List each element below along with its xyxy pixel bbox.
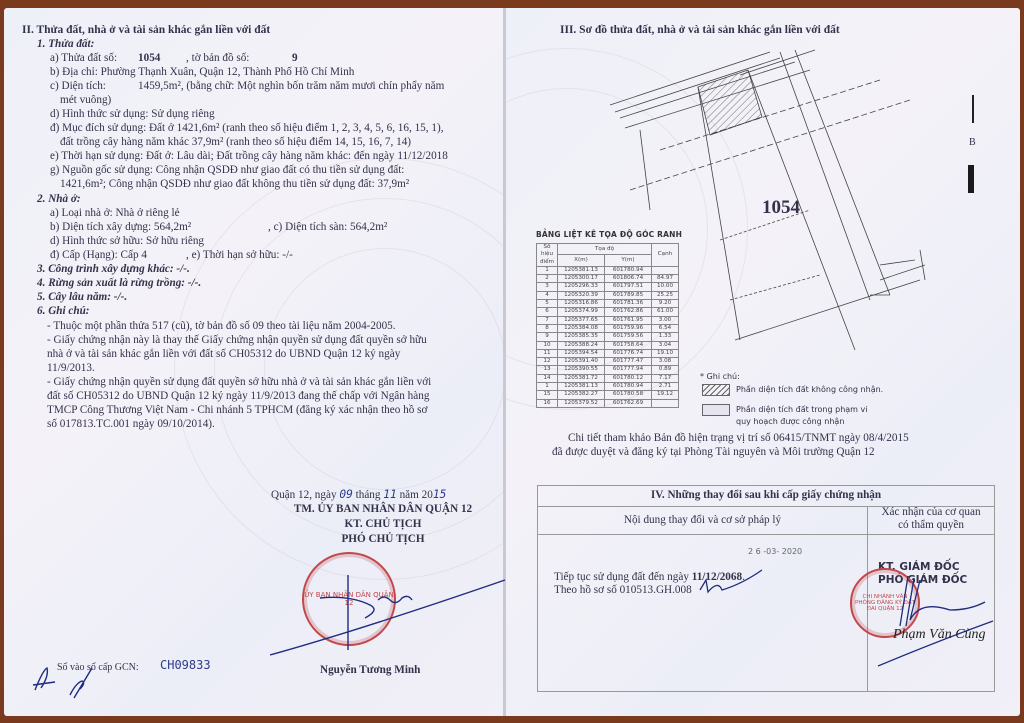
legend-heading: * Ghi chú: (700, 372, 740, 381)
authority-line-1: TM. ỦY BAN NHÂN DÂN QUẬN 12 (293, 503, 473, 515)
coord-table-row (537, 399, 679, 407)
coord-cell-y: 601762.86 (605, 308, 652, 316)
coord-cell-p: 16 (537, 399, 558, 407)
area-label: c) Diện tích: (50, 80, 106, 92)
coord-table-row (537, 391, 679, 399)
coord-cell-p: 3 (537, 283, 558, 291)
signature-scribble (270, 560, 510, 660)
land-heading: 1. Thửa đất: (37, 38, 95, 50)
parcel-number: 1054 (138, 52, 161, 64)
coord-cell-y: 601780.12 (605, 374, 652, 382)
section-ii-title: II. Thửa đất, nhà ở và tài sản khác gắn liền với đất (22, 24, 271, 36)
note-line: đất số CH05312 do UBND Quận 12 ký ngày 11/9/2013 đang thế chấp với Ngân hàng (47, 390, 430, 402)
coord-cell-e: 10.00 (652, 283, 679, 291)
coord-cell-x: 1205377.65 (558, 316, 605, 324)
map-sheet-label: , tờ bản đồ số: (186, 52, 250, 64)
legend-item-planning: Phần diện tích đất trong phạm vi (736, 405, 868, 414)
initials-scribble (30, 660, 100, 700)
date-year: 15 (432, 488, 447, 501)
change-initials-scribble (698, 568, 768, 598)
stamp-text: ỦY BAN NHÂN DÂN QUẬN 12 (304, 591, 394, 607)
changes-title: IV. Những thay đổi sau khi cấp giấy chứng nhận (650, 489, 882, 501)
coord-cell-p: 1 (537, 383, 558, 391)
coord-cell-e: 3.04 (652, 341, 679, 349)
coord-cell-y: 601797.51 (605, 283, 652, 291)
coord-cell-y: 601761.95 (605, 316, 652, 324)
registry-number: CH09833 (160, 658, 211, 672)
coord-cell-p: 9 (537, 333, 558, 341)
coord-cell-x: 1205381.13 (558, 266, 605, 274)
coord-cell-x: 1205316.86 (558, 300, 605, 308)
coord-cell-e: 3.00 (652, 316, 679, 324)
map-sheet-number: 9 (292, 52, 298, 64)
coord-cell-e (652, 399, 679, 407)
note-line: số 017813.TC.001 ngày 09/10/2014). (47, 418, 215, 430)
usage-form: d) Hình thức sử dụng: Sử dụng riêng (50, 108, 215, 120)
confirm-title-1: KT. GIÁM ĐỐC (878, 561, 960, 573)
coord-cell-x: 1205381.72 (558, 374, 605, 382)
registry-label: Số vào sổ cấp GCN: (57, 662, 139, 673)
coord-cell-x: 1205391.40 (558, 358, 605, 366)
purpose-line-1: đ) Mục đích sử dụng: Đất ở 1421,6m² (ranh theo số hiệu điểm 1, 2, 3, 4, 5, 6, 16, 15, 1), (50, 122, 444, 134)
coord-cell-p: 7 (537, 316, 558, 324)
coord-cell-p: 8 (537, 324, 558, 332)
watermark-ring (264, 248, 504, 490)
confirm-title-2: PHÓ GIÁM ĐỐC (878, 574, 968, 586)
coord-cell-x: 1205385.35 (558, 333, 605, 341)
coord-cell-e: 9.20 (652, 300, 679, 308)
coord-table-row (537, 358, 679, 366)
coord-cell-p: 14 (537, 374, 558, 382)
coord-cell-x: 1205382.27 (558, 391, 605, 399)
note-line: 11/9/2013. (47, 362, 95, 374)
house-heading: 2. Nhà ở: (37, 193, 81, 205)
reference-line-2: đã được duyệt và đăng ký tại Phòng Tài nguyên và Môi trường Quận 12 (552, 446, 875, 458)
scale-bar-icon (968, 165, 974, 193)
authority-line-3: PHÓ CHỦ TỊCH (341, 533, 425, 545)
north-label: B (969, 137, 976, 148)
area-value: 1459,5m², (bằng chữ: Một nghìn bốn trăm năm mươi chín phẩy năm (138, 80, 445, 92)
signer-name: Nguyễn Tương Minh (320, 664, 421, 676)
coord-cell-x: 1205374.99 (558, 308, 605, 316)
coord-cell-p: 6 (537, 308, 558, 316)
note-line: - Giấy chứng nhận này là thay thế Giấy chứng nhận quyền sử dụng đất quyền sở hữu (47, 334, 427, 346)
origin-line-2: 1421,6m²; Công nhận QSDĐ như giao đất không thu tiền sử dụng đất: 37,9m² (60, 178, 410, 190)
coord-cell-y: 601806.74 (605, 275, 652, 283)
house-grade: đ) Cấp (Hạng): Cấp 4 (50, 249, 147, 261)
coord-cell-x: 1205384.08 (558, 324, 605, 332)
coord-table-row (537, 266, 679, 274)
ownership-term: , e) Thời hạn sở hữu: -/- (186, 249, 293, 261)
address: b) Địa chỉ: Phường Thạnh Xuân, Quận 12, Thành Phố Hồ Chí Minh (50, 66, 355, 78)
authority-line-2: KT. CHỦ TỊCH (344, 518, 422, 530)
coord-cell-e: 6.54 (652, 324, 679, 332)
coord-cell-x: 1205320.39 (558, 291, 605, 299)
note-line: - Thuộc một phần thửa 517 (cũ), tờ bản đồ số 09 theo tài liệu năm 2004-2005. (47, 320, 396, 332)
coord-cell-x: 1205388.24 (558, 341, 605, 349)
issue-date (271, 488, 446, 503)
change-entry-prefix: Tiếp tục sử dụng đất đến ngày (554, 571, 692, 583)
coord-cell-e: 25.25 (652, 291, 679, 299)
change-date-stamp: 2 6 -03- 2020 (748, 547, 803, 556)
house-type: a) Loại nhà ở: Nhà ở riêng lẻ (50, 207, 180, 219)
coord-cell-e: 2.71 (652, 383, 679, 391)
coord-cell-p: 5 (537, 300, 558, 308)
changes-col-content: Nội dung thay đổi và cơ sở pháp lý (623, 514, 782, 526)
coord-table-row (537, 333, 679, 341)
coord-cell-e: 19.10 (652, 349, 679, 357)
other-construction: 3. Công trình xây dựng khác: -/-. (37, 263, 190, 275)
coord-table-row (537, 349, 679, 357)
coord-table-row (537, 366, 679, 374)
coord-cell-y: 601780.94 (605, 383, 652, 391)
coord-table-row (537, 283, 679, 291)
north-arrow-icon (972, 95, 974, 123)
coord-cell-e: 7.17 (652, 374, 679, 382)
coord-cell-p: 12 (537, 358, 558, 366)
coord-cell-y: 601780.58 (605, 391, 652, 399)
coord-cell-p: 15 (537, 391, 558, 399)
coord-table-row (537, 374, 679, 382)
coord-cell-y: 601781.36 (605, 300, 652, 308)
change-entry-line-1: Tiếp tục sử dụng đất đến ngày 11/12/2068. (554, 571, 745, 583)
coord-cell-y: 601777.47 (605, 358, 652, 366)
date-month: 11 (383, 488, 397, 501)
coord-table-row (537, 341, 679, 349)
coord-cell-e (652, 266, 679, 274)
coord-table-title: BẢNG LIỆT KÊ TỌA ĐỘ GÓC RANH (536, 230, 683, 239)
note-line: - Giấy chứng nhận quyền sử dụng đất quyền sở hữu nhà ở và tài sản khác gắn liền với (47, 376, 432, 388)
date-day: 09 (339, 488, 353, 501)
coord-cell-p: 1 (537, 266, 558, 274)
coord-cell-e: 3.08 (652, 358, 679, 366)
coord-cell-x: 1205379.52 (558, 399, 605, 407)
stamp-text: CHI NHÁNH VĂN PHÒNG ĐĂNG KÝ ĐẤT ĐAI QUẬN 12 (855, 594, 915, 612)
confirm-signature-scribble (868, 566, 994, 676)
perennial-trees: 5. Cây lâu năm: -/-. (37, 291, 128, 303)
coord-cell-y: 601777.94 (605, 366, 652, 374)
coord-cell-e: 84.97 (652, 275, 679, 283)
planning-area-swatch-icon (702, 404, 730, 416)
coord-cell-x: 1205381.13 (558, 383, 605, 391)
note-line: nhà ở và tài sản khác gắn liền với đất số CH05312 do UBND Quận 12 ký ngày (47, 348, 401, 360)
parcel-label: a) Thửa đất số: (50, 52, 118, 64)
hatch-pattern-icon (702, 384, 730, 396)
built-area: b) Diện tích xây dựng: 564,2m² (50, 221, 192, 233)
coord-cell-x: 1205296.33 (558, 283, 605, 291)
year-label: năm 20 (399, 489, 433, 501)
col-x: X(m) (558, 255, 605, 266)
changes-col-confirm-2: có thẩm quyền (898, 519, 964, 531)
coord-table-row (537, 383, 679, 391)
coord-cell-e: 0.89 (652, 366, 679, 374)
changes-header-row (538, 506, 994, 535)
col-y: Y(m) (605, 255, 652, 266)
coord-cell-e: 1.33 (652, 333, 679, 341)
ownership-form: d) Hình thức sở hữu: Sở hữu riêng (50, 235, 205, 247)
confirm-signer: Phạm Văn Cùng (893, 627, 986, 642)
coord-table-row (537, 275, 679, 283)
origin-line-1: g) Nguồn gốc sử dụng: Công nhận QSDĐ như giao đất có thu tiền sử dụng đất: (50, 164, 405, 176)
coord-table-row (537, 291, 679, 299)
floor-area: , c) Diện tích sàn: 564,2m² (268, 221, 388, 233)
usage-term: e) Thời hạn sử dụng: Đất ở: Lâu dài; Đất trồng cây hàng năm khác: đến ngày 11/12/2018 (50, 150, 448, 162)
coord-cell-e: 61.00 (652, 308, 679, 316)
note-line: TMCP Công Thương Việt Nam - Chi nhánh 5 TPHCM (đăng ký xác nhận theo hồ sơ (47, 404, 428, 416)
change-entry-line-2: Theo hồ sơ số 010513.GH.008 (554, 584, 692, 596)
coord-table-row (537, 324, 679, 332)
change-entry-date: 11/12/2068 (691, 571, 743, 583)
date-prefix: Quận 12, ngày (271, 489, 337, 501)
production-forest: 4. Rừng sản xuất là rừng trồng: -/-. (37, 277, 202, 289)
changes-title-row (538, 486, 994, 507)
coord-cell-p: 2 (537, 275, 558, 283)
coord-cell-y: 601762.69 (605, 399, 652, 407)
coord-cell-y: 601759.56 (605, 333, 652, 341)
coord-cell-p: 10 (537, 341, 558, 349)
changes-table (537, 485, 995, 692)
legend-item-unrecognized: Phần diện tích đất không công nhận. (736, 385, 884, 394)
changes-col-confirm-1: Xác nhận của cơ quan (881, 506, 981, 518)
diagram-parcel-label: 1054 (762, 197, 800, 218)
coord-cell-y: 601776.74 (605, 349, 652, 357)
coord-cell-x: 1205394.54 (558, 349, 605, 357)
month-label: tháng (355, 489, 381, 501)
area-value-cont: mét vuông) (60, 94, 112, 106)
section-iii-title: III. Sơ đồ thửa đất, nhà ở và tài sản khác gắn liền với đất (560, 24, 840, 36)
coord-cell-x: 1205390.55 (558, 366, 605, 374)
purpose-line-2: đất trồng cây hàng năm khác 37,9m² (ranh theo số hiệu điểm 14, 15, 16, 7, 14) (60, 136, 412, 148)
col-point: Số hiệu điểm (537, 244, 558, 267)
col-coords: Tọa độ (558, 244, 652, 255)
coord-cell-y: 601780.94 (605, 266, 652, 274)
coord-cell-p: 11 (537, 349, 558, 357)
coord-cell-y: 601789.85 (605, 291, 652, 299)
legend-item-planning-cont: quy hoạch được công nhận (736, 417, 845, 426)
coord-cell-e: 19.12 (652, 391, 679, 399)
coord-table-row (537, 300, 679, 308)
reference-line-1: Chi tiết tham khảo Bản đồ hiện trạng vị trí số 06415/TNMT ngày 08/4/2015 (568, 432, 909, 444)
coord-table (536, 243, 679, 408)
coord-cell-x: 1205300.17 (558, 275, 605, 283)
coord-cell-y: 601759.96 (605, 324, 652, 332)
notes-heading: 6. Ghi chú: (37, 305, 90, 317)
coord-table-row (537, 316, 679, 324)
col-edge: Cạnh (652, 244, 679, 267)
coord-table-row (537, 308, 679, 316)
coord-cell-p: 13 (537, 366, 558, 374)
coord-cell-y: 601758.64 (605, 341, 652, 349)
coord-cell-p: 4 (537, 291, 558, 299)
